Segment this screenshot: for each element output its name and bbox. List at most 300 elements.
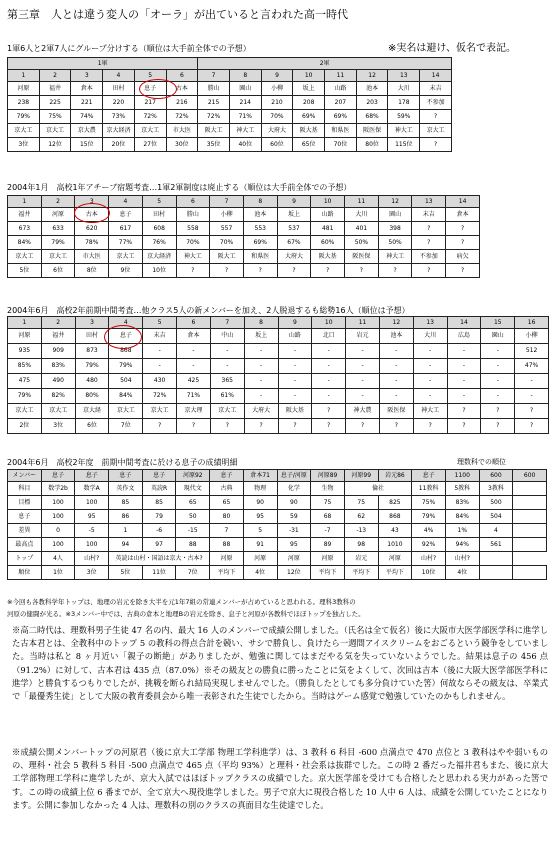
table-cell: - xyxy=(379,374,413,389)
table-cell: 20位 xyxy=(103,138,135,152)
table-cell: 河原 xyxy=(210,552,244,566)
table-cell: ? xyxy=(210,419,244,434)
table-cell: 4人 xyxy=(41,552,75,566)
table-cell: 71% xyxy=(229,110,261,124)
table-cell: 115位 xyxy=(388,138,420,152)
group-2-header: 2軍 xyxy=(198,58,452,70)
paragraph-2: ※成績公開メンバートップの河原君（後に京大工学部 物理工学科進学）は、3 教科 6 科目 -600 点満点で 470 点位と 3 教科はやや弱いものの、理科・社会 5 教科 5 科目 -500 点満点で 465 点（平均 93%）と理科・社会系は抜群でした。この時 2 番だった福井君もまた、後に京大工学部物理工学科に進学したが、京大入試ではほぼトップクラスの成績でした。京大医学部を受けても合格したと思われる実力があった筈です。この時の成績上位 6 番までが、全て京大へ現役進学しました。男子で京大に現役合格した 10 人中 6 人は、成績を公開していたことになります。公開に参加しなかった 4 人は、理数科の別のクラスの真面目な生徒達でした。 xyxy=(12,747,548,810)
table-cell: 72% xyxy=(134,110,166,124)
table-cell: 山路 xyxy=(278,329,312,344)
table-cell: ? xyxy=(515,404,549,419)
table-cell: 238 xyxy=(8,96,40,110)
table-cell: 病欠 xyxy=(446,250,480,264)
rank-number: 6 xyxy=(176,196,210,208)
rank-number: 7 xyxy=(210,196,244,208)
table-cell: 825 xyxy=(378,496,412,510)
table-cell: ? xyxy=(446,264,480,278)
rank-number: 2 xyxy=(41,196,75,208)
table-cell: 1% xyxy=(445,524,479,538)
table-cell: 207 xyxy=(325,96,357,110)
table-cell: ? xyxy=(420,138,452,152)
table-cell: 4位 xyxy=(445,566,479,580)
rank-number: 2 xyxy=(39,70,71,82)
rank-number: 7 xyxy=(198,70,230,82)
table-cell: 池本 xyxy=(356,82,388,96)
table-cell: 山路 xyxy=(311,208,345,222)
table-cell: 5位 xyxy=(109,566,143,580)
table-cell: 京大工 xyxy=(143,404,177,419)
table-cell: 3位 xyxy=(75,566,109,580)
table-row xyxy=(8,222,480,236)
table-cell: 河原 xyxy=(8,82,40,96)
table-cell: 坂上 xyxy=(277,208,311,222)
table-cell: 47% xyxy=(515,359,549,374)
table-cell: 70位 xyxy=(325,138,357,152)
table-cell: ? xyxy=(210,264,244,278)
row-label: 息子 xyxy=(8,510,42,524)
table-cell: 池本 xyxy=(243,208,277,222)
table-cell: 92% xyxy=(412,538,446,552)
table-cell: 阪医保 xyxy=(356,124,388,138)
table-cell: 67% xyxy=(277,236,311,250)
rank-number-row xyxy=(8,317,549,329)
table-cell: 72% xyxy=(198,110,230,124)
table-row xyxy=(8,359,549,374)
header-cell: 倉本71 xyxy=(243,470,277,482)
table-cell: 英作文 xyxy=(109,482,143,496)
table-cell: 15位 xyxy=(71,138,103,152)
table-cell: 岩元 xyxy=(346,329,380,344)
table-cell: 94 xyxy=(109,538,143,552)
table-cell: ? xyxy=(244,419,278,434)
group-1-header: 1軍 xyxy=(8,58,198,70)
table-cell: 475 xyxy=(8,374,42,389)
table-cell: 617 xyxy=(109,222,143,236)
table-cell: 1位 xyxy=(41,566,75,580)
table-cell: 480 xyxy=(75,374,109,389)
table-row xyxy=(8,566,547,580)
table-cell: 4% xyxy=(412,524,446,538)
table-cell: 65位 xyxy=(293,138,325,152)
table-cell: 75% xyxy=(39,110,71,124)
table-cell: 504 xyxy=(479,510,513,524)
rank-number: 14 xyxy=(446,196,480,208)
table-cell: 10位 xyxy=(412,566,446,580)
section-1-title: 1軍6人と2軍7人にグループ分けする（順位は大手前全体での予想） xyxy=(7,44,251,53)
table-cell: - xyxy=(413,344,447,359)
table-cell: 220 xyxy=(103,96,135,110)
table-cell: 60% xyxy=(311,236,345,250)
table-cell: 12位 xyxy=(39,138,71,152)
table-cell: ? xyxy=(311,264,345,278)
table-cell: 69% xyxy=(293,110,325,124)
table-cell: 田村 xyxy=(103,82,135,96)
table-row xyxy=(8,374,549,389)
table-cell xyxy=(479,566,513,580)
table-cell: 673 xyxy=(8,222,42,236)
table-cell: - xyxy=(346,389,380,404)
header-cell: 息子 xyxy=(75,470,109,482)
rank-number: 5 xyxy=(134,70,166,82)
table-row xyxy=(8,496,547,510)
table-cell: ? xyxy=(312,419,346,434)
table-cell: 80% xyxy=(75,389,109,404)
table-cell: - xyxy=(515,374,549,389)
table-cell: - xyxy=(447,389,481,404)
footnote-1: ※今回も各教科学年トップは、地理の岩元を除き大半を元1年7組の常連メンバーが占めていると思われる。理科3教科の xyxy=(7,598,356,606)
table-cell: 90 xyxy=(277,496,311,510)
table-cell: 79 xyxy=(142,510,176,524)
table-cell: ? xyxy=(143,419,177,434)
table-row xyxy=(8,236,480,250)
table-cell: 田村 xyxy=(142,208,176,222)
rank-number: 14 xyxy=(420,70,452,82)
table-cell: 阪大工 xyxy=(198,124,230,138)
table-cell: 山村? xyxy=(412,552,446,566)
table-cell: 68 xyxy=(311,510,345,524)
table-row xyxy=(8,264,480,278)
table-cell: - xyxy=(413,389,447,404)
table-row xyxy=(8,124,452,138)
detail-header-row xyxy=(8,470,547,482)
rank-number: 4 xyxy=(109,196,143,208)
table-cell: 100 xyxy=(41,538,75,552)
table-cell: - xyxy=(210,344,244,359)
header-cell: 1100 xyxy=(445,470,479,482)
rank-number: 10 xyxy=(311,196,345,208)
table-cell: 100 xyxy=(75,496,109,510)
rank-number: 15 xyxy=(481,317,515,329)
table-cell: 倉本 xyxy=(177,329,211,344)
table-cell: 512 xyxy=(515,344,549,359)
table-cell: ? xyxy=(413,419,447,434)
table-cell: ? xyxy=(243,264,277,278)
table-cell: - xyxy=(379,389,413,404)
table-cell: 203 xyxy=(356,96,388,110)
table-cell: 85% xyxy=(8,359,42,374)
table-cell: 息子 xyxy=(109,208,143,222)
table-cell: 英読は山村・国語は京大・古本? xyxy=(109,552,210,566)
table-cell: ? xyxy=(312,404,346,419)
table-cell: 7位 xyxy=(176,566,210,580)
rank-number: 5 xyxy=(142,196,176,208)
table-cell xyxy=(479,552,513,566)
table-cell: 83% xyxy=(445,496,479,510)
table-cell: 9位 xyxy=(109,264,143,278)
table-cell: 勝山 xyxy=(198,82,230,96)
table-cell: 物理 xyxy=(243,482,277,496)
table-cell: - xyxy=(278,389,312,404)
table-cell: -13 xyxy=(344,524,378,538)
table-row xyxy=(8,510,547,524)
table-cell: 561 xyxy=(479,538,513,552)
table-row xyxy=(8,552,547,566)
table-cell: 5教科 xyxy=(445,482,479,496)
table-cell: 65 xyxy=(176,496,210,510)
table-cell: ? xyxy=(379,419,413,434)
header-cell: 息子 xyxy=(142,470,176,482)
table-row xyxy=(8,419,549,434)
rank-number: 2 xyxy=(41,317,75,329)
table-cell: - xyxy=(379,344,413,359)
table-cell: 490 xyxy=(41,374,75,389)
table-cell: 数学A xyxy=(75,482,109,496)
group-header-row xyxy=(8,58,452,70)
rank-header: 理数科での順位 xyxy=(457,458,506,466)
table-row xyxy=(8,250,480,264)
table-cell: 1010 xyxy=(378,538,412,552)
table-cell: 40位 xyxy=(229,138,261,152)
table-cell: 数学2b xyxy=(41,482,75,496)
table-cell: 福井 xyxy=(39,82,71,96)
table-row xyxy=(8,538,547,552)
table-cell: 京大工 xyxy=(420,124,452,138)
table-cell: 阪医保 xyxy=(345,250,379,264)
header-cell: 河原89 xyxy=(311,470,345,482)
table-cell: 100 xyxy=(41,496,75,510)
table-cell: 神大農 xyxy=(346,404,380,419)
table-cell: 80 xyxy=(210,510,244,524)
table-cell: - xyxy=(244,344,278,359)
rank-number: 4 xyxy=(109,317,143,329)
table-cell: 4 xyxy=(479,524,513,538)
table-cell: 500 xyxy=(479,496,513,510)
header-cell: 息子 xyxy=(41,470,75,482)
table-cell: 72% xyxy=(143,389,177,404)
table-cell: 401 xyxy=(345,222,379,236)
table-cell: 79% xyxy=(41,236,75,250)
table-cell: 85 xyxy=(109,496,143,510)
table-cell: 430 xyxy=(143,374,177,389)
table-cell: 425 xyxy=(177,374,211,389)
table-cell: 70% xyxy=(176,236,210,250)
grouping-table xyxy=(7,57,452,152)
highlight-circle-1 xyxy=(139,79,177,99)
table-cell: 74% xyxy=(71,110,103,124)
rank-number: 12 xyxy=(379,317,413,329)
table-cell: ? xyxy=(277,264,311,278)
table-cell: 95 xyxy=(243,510,277,524)
table-cell: ? xyxy=(345,264,379,278)
table-cell: 90 xyxy=(243,496,277,510)
footnote-2: 河原の健闘が光る。※3メンバー中では、古典の倉本と地理Bの岩元を除き、息子と河原が各教科でほぼトップを独占した。 xyxy=(7,610,365,618)
table-cell: 504 xyxy=(109,374,143,389)
table-cell: 田村 xyxy=(75,329,109,344)
table-cell: - xyxy=(413,359,447,374)
paragraph-1: ※高二時代は、理数科男子生徒 47 名の内、最大 16 人のメンバーで成績公開しました。（氏名は全て仮名）後に大阪市大医学部医学科に進学した古本君とは、全教科中のトップ 5 の教科の得点合計を競い、サシで勝負し、負けたら一週間アイスクリームをおごるという競争をしていました。当時は私と 8 ヶ月近い「親子の断絶」がありましたが、勉強に関してはまだやる気を失っていないようでした。結果は息子の 456 点（91.2%）に対して、古本君は 435 点（87.0%）※その級友との勝負に勝ったことに気をよくして、次回は吉本（後に大阪大医学部医学科に進学）と勝負するつもりでしたが、挑戦を断られ結局実現しませんでした。（勝負したとしても多分負けていた筈）何故ならその級友は、卒業式で「最優秀生徒」として大阪の教育委員会から唯一表彰された生徒でしたから。当時はゲーム感覚で勉強していたのかもしれません。 xyxy=(12,625,548,702)
table-cell: 620 xyxy=(75,222,109,236)
table-cell: 平均下 xyxy=(210,566,244,580)
table-cell: 43 xyxy=(378,524,412,538)
table-cell: 倉本 xyxy=(446,208,480,222)
table-cell: ? xyxy=(176,264,210,278)
table-cell: 英読R xyxy=(142,482,176,496)
table-cell: 福井 xyxy=(41,329,75,344)
table-cell: 225 xyxy=(39,96,71,110)
rank-number-row xyxy=(8,70,452,82)
table-cell: 神大工 xyxy=(413,404,447,419)
table-cell: 75 xyxy=(344,496,378,510)
table-cell: 京大工 xyxy=(210,404,244,419)
table-cell: 100 xyxy=(41,510,75,524)
table-cell: 537 xyxy=(277,222,311,236)
table-cell: - xyxy=(278,344,312,359)
table-cell: 山村? xyxy=(75,552,109,566)
table-cell: 倫社 xyxy=(344,482,411,496)
table-cell: 75 xyxy=(311,496,345,510)
rank-number: 13 xyxy=(413,317,447,329)
table-cell: - xyxy=(379,359,413,374)
table-cell: 3教科 xyxy=(479,482,513,496)
table-cell: ? xyxy=(481,404,515,419)
table-cell: 2位 xyxy=(8,419,42,434)
table-cell: -6 xyxy=(142,524,176,538)
table-cell xyxy=(513,496,547,510)
table-cell: 68% xyxy=(356,110,388,124)
table-cell: ? xyxy=(378,264,412,278)
table-cell: 京大経済 xyxy=(103,124,135,138)
rank-number: 6 xyxy=(177,317,211,329)
table-cell: ? xyxy=(412,264,446,278)
rank-number: 6 xyxy=(166,70,198,82)
table-cell: 阪大基 xyxy=(278,404,312,419)
table-cell: 868 xyxy=(378,510,412,524)
table-cell: 82% xyxy=(41,389,75,404)
table-cell: ? xyxy=(447,419,481,434)
table-cell: 神大工 xyxy=(176,250,210,264)
table-cell: 95 xyxy=(277,538,311,552)
table-cell: - xyxy=(346,344,380,359)
table-cell: 古典 xyxy=(210,482,244,496)
table-cell: - xyxy=(481,344,515,359)
table-cell: - xyxy=(312,389,346,404)
rank-number: 9 xyxy=(278,317,312,329)
rank-number: 11 xyxy=(346,317,380,329)
table-cell: 古本 xyxy=(75,208,109,222)
rank-number: 14 xyxy=(447,317,481,329)
table-cell: 65 xyxy=(210,496,244,510)
section-2-title: 2004年1月 高校1年アチーブ宿題考査…1軍2軍制度は廃止する（順位は大手前全体での予想） xyxy=(7,183,352,192)
table-cell: ? xyxy=(515,419,549,434)
table-cell: 10位 xyxy=(142,264,176,278)
row-label: 目標 xyxy=(8,496,42,510)
table-cell: - xyxy=(346,374,380,389)
table-cell: 558 xyxy=(176,222,210,236)
score-detail-table xyxy=(7,469,547,580)
table-cell: 79% xyxy=(8,389,42,404)
table-cell: ? xyxy=(447,404,481,419)
table-cell: 868 xyxy=(109,344,143,359)
table-cell: 中山 xyxy=(210,329,244,344)
table-cell: 398 xyxy=(378,222,412,236)
table-cell: 園山 xyxy=(481,329,515,344)
table-cell: - xyxy=(346,359,380,374)
row-label: 順位 xyxy=(8,566,42,580)
table-cell xyxy=(513,566,547,580)
table-cell xyxy=(513,538,547,552)
table-cell: 6位 xyxy=(41,264,75,278)
table-cell: 50% xyxy=(378,236,412,250)
table-row xyxy=(8,524,547,538)
table-cell: 214 xyxy=(229,96,261,110)
rank-number: 3 xyxy=(75,196,109,208)
table-cell: 633 xyxy=(41,222,75,236)
table-cell: 70% xyxy=(210,236,244,250)
table-cell: 平均下 xyxy=(344,566,378,580)
table-cell: 大川 xyxy=(388,82,420,96)
rank-number: 12 xyxy=(356,70,388,82)
table-cell: - xyxy=(312,359,346,374)
table-cell: 3位 xyxy=(8,138,40,152)
table-cell: 岩元 xyxy=(344,552,378,566)
table-cell: 大川 xyxy=(413,329,447,344)
table-cell: 100 xyxy=(75,538,109,552)
table-cell: - xyxy=(278,374,312,389)
table-cell: 1 xyxy=(109,524,143,538)
table-cell: 59% xyxy=(388,110,420,124)
table-cell: - xyxy=(278,359,312,374)
table-cell: 小柳 xyxy=(515,329,549,344)
table-cell: - xyxy=(244,359,278,374)
table-cell: 608 xyxy=(142,222,176,236)
table-cell: - xyxy=(447,344,481,359)
table-cell: - xyxy=(481,359,515,374)
table-cell: 園山 xyxy=(378,208,412,222)
table-cell: 京大工 xyxy=(41,404,75,419)
table-cell: ? xyxy=(412,222,446,236)
rank-number: 1 xyxy=(8,70,40,82)
table-cell: 557 xyxy=(210,222,244,236)
rank-number: 5 xyxy=(143,317,177,329)
table-cell: - xyxy=(143,359,177,374)
rank-number: 8 xyxy=(244,317,278,329)
table-cell: 481 xyxy=(311,222,345,236)
table-cell: 11位 xyxy=(142,566,176,580)
table-cell: 神大工 xyxy=(229,124,261,138)
table-cell: 50% xyxy=(345,236,379,250)
table-cell: 山路 xyxy=(325,82,357,96)
table-cell: 河原 xyxy=(41,208,75,222)
table-cell: 78% xyxy=(75,236,109,250)
table-cell: 坂上 xyxy=(244,329,278,344)
table-row xyxy=(8,482,547,496)
table-cell: 京大工 xyxy=(109,250,143,264)
table-cell: 80位 xyxy=(356,138,388,152)
table-cell: - xyxy=(143,344,177,359)
table-cell: 京大工 xyxy=(134,124,166,138)
table-cell: 7 xyxy=(210,524,244,538)
table-cell: 30位 xyxy=(166,138,198,152)
header-cell: 600 xyxy=(479,470,513,482)
table-cell: 27位 xyxy=(134,138,166,152)
table-cell: 4位 xyxy=(243,566,277,580)
table-cell: 216 xyxy=(166,96,198,110)
rank-number: 11 xyxy=(325,70,357,82)
rank-number: 9 xyxy=(261,70,293,82)
header-cell: 河原92 xyxy=(176,470,210,482)
table-cell: 末吉 xyxy=(143,329,177,344)
table-cell: 208 xyxy=(293,96,325,110)
table-cell: 京大工 xyxy=(41,250,75,264)
table-cell: 35位 xyxy=(198,138,230,152)
table-cell: 79% xyxy=(75,359,109,374)
table-cell: 市大医 xyxy=(75,250,109,264)
table-cell: 大府大 xyxy=(277,250,311,264)
table-cell: 末吉 xyxy=(420,82,452,96)
header-cell: メンバー xyxy=(8,470,42,482)
table-cell: - xyxy=(481,389,515,404)
table-cell: 大府大 xyxy=(244,404,278,419)
